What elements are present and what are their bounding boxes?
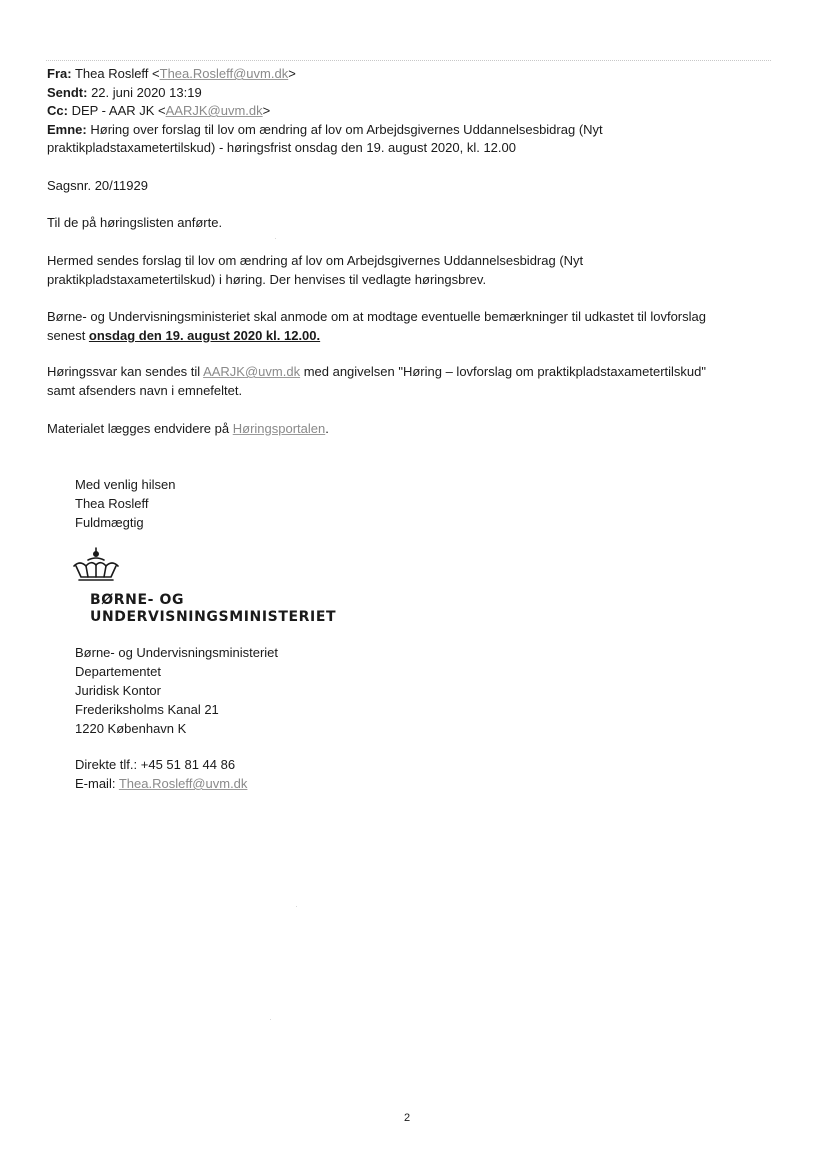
paragraph-3-suffix: med angivelsen "Høring – lovforslag om praktikpladstaxametertilskud" (300, 364, 706, 379)
paragraph-4-suffix: . (325, 421, 329, 436)
subject-line-2: praktikpladstaxametertilskud) - høringsfrist onsdag den 19. august 2020, kl. 12.00 (47, 140, 516, 155)
email-header (47, 65, 787, 158)
paragraph-3-line-2: samt afsenders navn i emnefeltet. (47, 383, 243, 398)
logo-line-2: UNDERVISNINGSMINISTERIET (90, 609, 337, 625)
cc-email-link[interactable]: AARJK@uvm.dk (165, 103, 263, 118)
paragraph-3-line-1 (47, 362, 787, 381)
city: 1220 København K (75, 721, 187, 736)
phone-row (75, 755, 247, 774)
paragraph-2-line-1: Børne- og Undervisningsministeriet skal anmode om at modtage eventuelle bemærkninger til udkastet til lovforslag (47, 309, 706, 324)
phone-label: Direkte tlf.: (75, 757, 138, 772)
subject-line-1: Høring over forslag til lov om ændring af lov om Arbejdsgivernes Uddannelsesbidrag (Nyt (90, 121, 603, 137)
sent-label: Sendt: (47, 84, 88, 100)
office: Juridisk Kontor (75, 683, 161, 698)
cc-row: Cc: DEP - AAR JK <AARJK@uvm.dk> (47, 103, 271, 118)
from-email-link[interactable]: Thea.Rosleff@uvm.dk (159, 66, 289, 81)
paragraph-1-line-2: praktikpladstaxametertilskud) i høring. Der henvises til vedlagte høringsbrev. (47, 272, 487, 287)
deadline-text: onsdag den 19. august 2020 kl. 12.00. (88, 328, 321, 343)
email-label: E-mail: (75, 776, 116, 791)
hoeringsportalen-link[interactable]: Høringsportalen (232, 421, 326, 436)
paragraph-1 (47, 251, 787, 289)
paragraph-2 (47, 307, 787, 345)
paragraph-3 (47, 362, 787, 400)
page-number: 2 (404, 1112, 411, 1124)
sent-value: 22. juni 2020 13:19 (91, 84, 202, 100)
scan-speck (275, 238, 276, 239)
greeting: Til de på høringslisten anførte. (47, 215, 223, 230)
scan-speck (270, 1019, 271, 1020)
phone-value: +45 51 81 44 86 (140, 757, 236, 772)
sent-row (47, 84, 787, 103)
signature-email-link[interactable]: Thea.Rosleff@uvm.dk (118, 776, 248, 791)
logo-line-1: BØRNE- OG (90, 592, 185, 608)
signer-name: Thea Rosleff (75, 496, 149, 511)
paragraph-4-prefix: Materialet lægges endvidere på (47, 421, 233, 436)
street: Frederiksholms Kanal 21 (75, 702, 219, 717)
from-row: Fra: Thea Rosleff <Thea.Rosleff@uvm.dk> (47, 66, 296, 81)
subject-row (47, 121, 787, 140)
signature-block (75, 475, 175, 532)
paragraph-1-line-1: Hermed sendes forslag til lov om ændring af lov om Arbejdsgivernes Uddannelsesbidrag (Nyt (47, 253, 584, 268)
cc-name: DEP - AAR JK (71, 103, 155, 118)
reply-email-link[interactable]: AARJK@uvm.dk (203, 364, 301, 379)
crown-icon (66, 546, 126, 586)
header-divider (46, 60, 771, 61)
paragraph-3-prefix: Høringssvar kan sendes til (47, 364, 204, 379)
signer-title: Fuldmægtig (75, 515, 144, 530)
paragraph-2-prefix: senest (47, 328, 89, 343)
cc-label: Cc: (47, 103, 68, 118)
email-row (75, 774, 247, 793)
contact-block (75, 755, 247, 793)
department: Departementet (75, 664, 161, 679)
org-name: Børne- og Undervisningsministeriet (75, 645, 279, 660)
case-number: Sagsnr. 20/11929 (47, 178, 148, 193)
paragraph-4 (47, 419, 787, 438)
paragraph-2-line-2 (47, 326, 787, 345)
from-name: Thea Rosleff (74, 66, 149, 81)
address-block (75, 643, 278, 738)
ministry-logo-wordmark (90, 592, 336, 626)
subject-label: Emne: (47, 121, 87, 137)
from-label: Fra: (47, 66, 72, 81)
scan-speck (296, 906, 297, 907)
closing: Med venlig hilsen (75, 477, 176, 492)
